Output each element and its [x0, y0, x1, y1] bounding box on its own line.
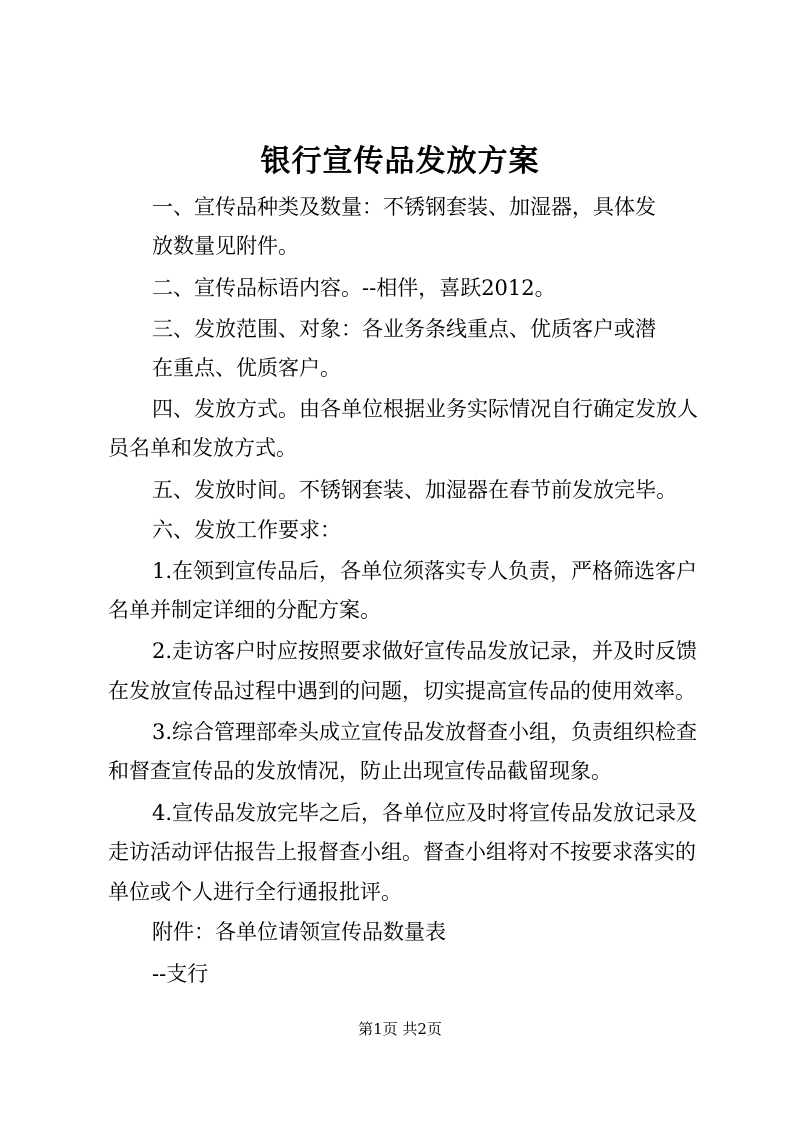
paragraph-line: 3.综合管理部牵头成立宣传品发放督查小组，负责组织检查: [152, 720, 698, 744]
paragraph-line: 和督查宣传品的发放情况，防止出现宣传品截留现象。: [108, 759, 612, 783]
paragraph-line: 附件：各单位请领宣传品数量表: [152, 920, 446, 944]
paragraph-line: 二、宣传品标语内容。--相伴，喜跃2012。: [152, 276, 556, 300]
paragraph-line: 在发放宣传品过程中遇到的问题，切实提高宣传品的使用效率。: [108, 679, 696, 703]
paragraph-line: 4.宣传品发放完毕之后，各单位应及时将宣传品发放记录及: [152, 801, 698, 825]
paragraph-line: 三、发放范围、对象：各业务条线重点、优质客户或潜: [152, 317, 656, 341]
paragraph-line: 四、发放方式。由各单位根据业务实际情况自行确定发放人: [152, 397, 698, 421]
paragraph-line: --支行: [152, 962, 209, 986]
paragraph-line: 员名单和发放方式。: [108, 436, 297, 460]
paragraph-line: 六、发放工作要求：: [152, 518, 341, 542]
paragraph-line: 1.在领到宣传品后，各单位须落实专人负责，严格筛选客户: [152, 559, 698, 583]
paragraph-line: 单位或个人进行全行通报批评。: [108, 880, 402, 904]
paragraph-line: 五、发放时间。不锈钢套装、加湿器在春节前发放完毕。: [152, 478, 677, 502]
paragraph-line: 一、宣传品种类及数量：不锈钢套装、加湿器，具体发: [152, 195, 656, 219]
paragraph-line: 名单并制定详细的分配方案。: [108, 598, 381, 622]
page-number: 第1页 共2页: [358, 1020, 442, 1038]
paragraph-line: 2.走访客户时应按照要求做好宣传品发放记录，并及时反馈: [152, 639, 698, 663]
paragraph-line: 走访活动评估报告上报督查小组。督查小组将对不按要求落实的: [108, 840, 696, 864]
document-title: 银行宣传品发放方案: [260, 144, 540, 179]
paragraph-line: 在重点、优质客户。: [152, 356, 341, 380]
paragraph-line: 放数量见附件。: [152, 234, 299, 258]
